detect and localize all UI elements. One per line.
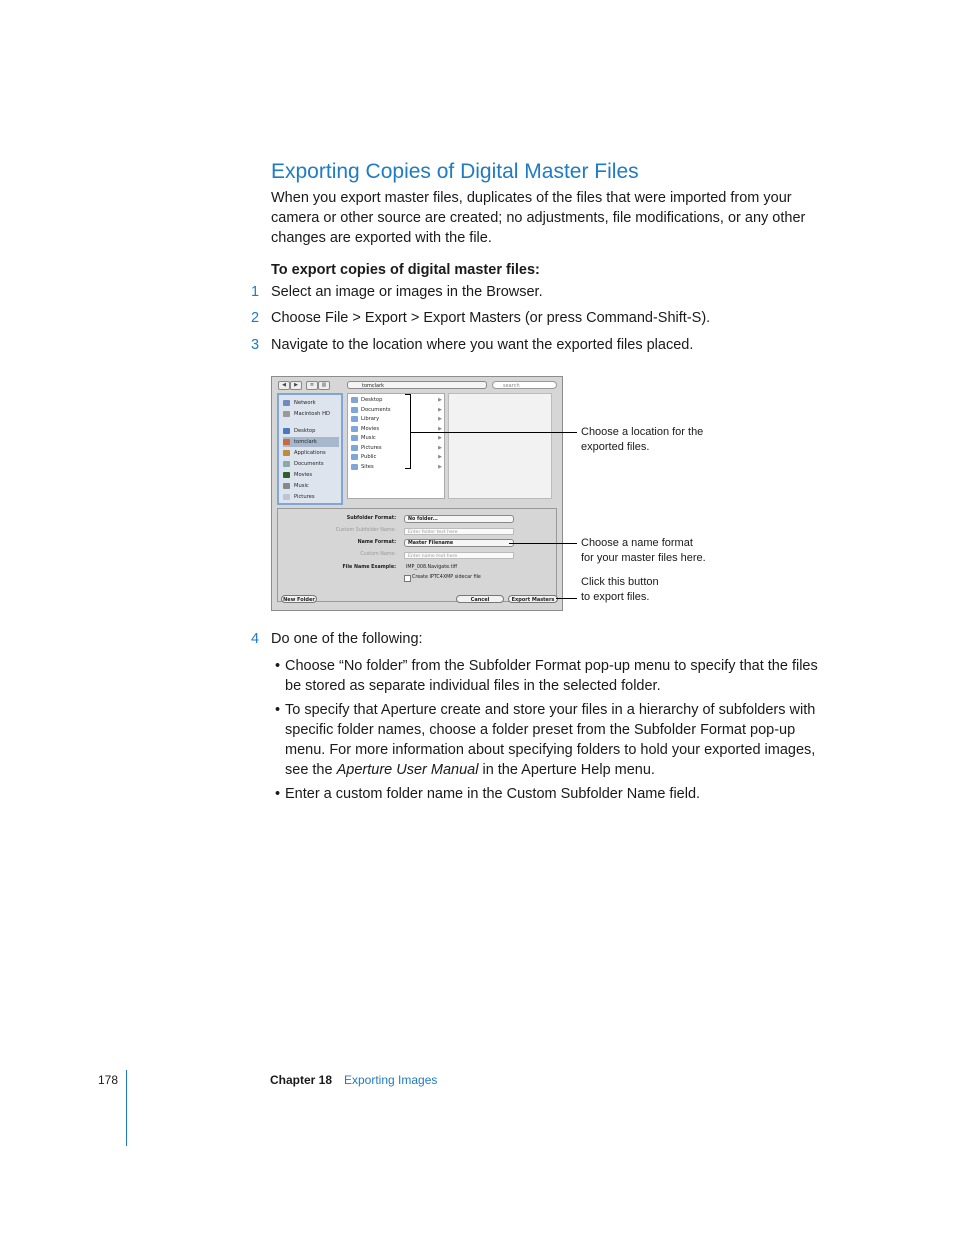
export-masters-dialog-screenshot — [271, 376, 563, 611]
footer-rule — [126, 1070, 127, 1146]
callout-line-export — [556, 598, 577, 599]
disclosure-arrow-icon: ▶ — [438, 463, 442, 470]
folder-label: Movies — [361, 425, 380, 432]
disclosure-arrow-icon: ▶ — [438, 454, 442, 460]
folder-icon — [351, 426, 358, 432]
folder-icon — [351, 397, 358, 403]
sidebar-item-label: Pictures — [294, 494, 315, 500]
bullet-text — [285, 700, 825, 780]
sidecar-label: Create IPTC4XMP sidecar file — [412, 575, 481, 580]
forward-arrow-icon[interactable]: ▶ — [290, 381, 302, 390]
sidebar-item-desktop[interactable] — [283, 426, 339, 436]
applications-icon — [283, 450, 290, 456]
folder-label: Sites — [361, 463, 374, 470]
page-number: 178 — [98, 1073, 119, 1087]
callout-line-text: exported files. — [581, 440, 650, 453]
sidebar-item-pictures[interactable] — [283, 492, 339, 502]
list-view-icon[interactable]: ≡ — [306, 381, 318, 390]
subfolder-format-label: Subfolder Format: — [346, 516, 396, 521]
sidebar-item-label: Macintosh HD — [294, 411, 330, 417]
documents-icon — [283, 461, 290, 467]
folder-icon — [351, 407, 358, 413]
sidecar-checkbox[interactable] — [404, 575, 411, 582]
folder-item[interactable] — [350, 463, 442, 472]
bullet-text-part: To specify that Aperture create and store your files in a hierarchy of subfolders with specific folder names, choose a folder preset from the Subfolder Format pop-up menu. For more information about specifying folders to hold your exported images, see the — [285, 702, 816, 778]
chapter-name-link[interactable]: Exporting Images — [344, 1073, 438, 1087]
path-popup[interactable]: tomclark — [347, 381, 487, 389]
folder-icon — [351, 454, 358, 460]
sidebar-item-tomclark[interactable] — [283, 437, 339, 447]
folder-item[interactable] — [350, 444, 442, 453]
music-icon — [283, 483, 290, 489]
search-field[interactable]: search — [492, 381, 557, 389]
sidebar-item-label: Desktop — [294, 428, 316, 434]
callout-export — [581, 575, 659, 604]
sidebar-item-macintosh-hd[interactable] — [283, 409, 339, 419]
bullet-text — [285, 656, 825, 696]
sidebar — [277, 393, 343, 505]
callout-line-text: to export files. — [581, 590, 650, 603]
bullet-text — [285, 784, 825, 804]
folder-icon — [351, 435, 358, 441]
callout-line-text: Choose a location for the — [581, 426, 704, 438]
sidebar-item-label: Documents — [294, 461, 324, 467]
sidebar-item-label: Network — [294, 400, 316, 406]
cancel-button[interactable]: Cancel — [456, 595, 504, 603]
file-name-example-label: File Name Example: — [342, 565, 396, 570]
back-arrow-icon[interactable]: ◀ — [278, 381, 290, 390]
folder-icon — [351, 464, 358, 470]
dialog-toolbar — [272, 377, 562, 393]
bullet-text-part: in the Aperture Help menu. — [478, 762, 655, 778]
sidebar-item-label: tomclark — [294, 439, 317, 445]
callout-line-location — [410, 432, 577, 433]
intro-paragraph: When you export master files, duplicates of the files that were imported from your camera or other source are created; no adjustments, file modifications, or any other changes are exported with the file. — [271, 190, 806, 246]
folder-label: Music — [361, 435, 376, 441]
bullet-text-part: Enter a custom folder name in the Custom Subfolder Name field. — [285, 786, 701, 802]
bullet-glyph: • — [275, 658, 281, 674]
column-view-icon[interactable]: ▥ — [318, 381, 330, 390]
folder-item[interactable] — [350, 453, 442, 462]
manual-title: Aperture User Manual — [336, 762, 479, 778]
disclosure-arrow-icon: ▶ — [438, 444, 442, 451]
disclosure-arrow-icon: ▶ — [438, 397, 442, 403]
bullet-glyph: • — [275, 702, 281, 718]
step-text: Choose File > Export > Export Masters (or press Command-Shift-S). — [271, 310, 711, 326]
name-format-label: Name Format: — [357, 540, 396, 545]
step-text: Do one of the following: — [271, 631, 423, 647]
callout-line-name-format — [509, 543, 577, 544]
sidebar-item-label: Applications — [294, 450, 326, 456]
chapter-label: Chapter 18 — [270, 1073, 333, 1087]
folder-icon — [351, 445, 358, 451]
callout-line-text: Click this button — [581, 576, 659, 588]
step-number: 2 — [251, 310, 260, 326]
folder-label: Public — [361, 454, 377, 460]
custom-subfolder-label: Custom Subfolder Name: — [335, 528, 396, 533]
folder-label: Pictures — [361, 444, 382, 451]
step-text: Select an image or images in the Browser. — [271, 284, 543, 300]
disclosure-arrow-icon: ▶ — [438, 416, 442, 422]
sidebar-item-documents[interactable] — [283, 459, 339, 469]
disclosure-arrow-icon: ▶ — [438, 425, 442, 432]
pictures-icon — [283, 494, 290, 500]
folder-item[interactable] — [350, 415, 442, 424]
procedure-title: To export copies of digital master files: — [271, 262, 540, 278]
callout-name-format — [581, 536, 706, 565]
callout-location — [581, 425, 703, 454]
disclosure-arrow-icon: ▶ — [438, 435, 442, 441]
folder-column — [347, 393, 445, 499]
bullet-text-part: Choose “No folder” from the Subfolder Format pop-up menu to specify that the files be stored as separate individual files in the selected folder. — [285, 658, 818, 694]
home-icon — [283, 439, 290, 445]
movies-icon — [283, 472, 290, 478]
folder-item[interactable] — [350, 396, 442, 405]
sidebar-item-label: Movies — [294, 472, 313, 478]
folder-label: Library — [361, 416, 380, 422]
folder-item[interactable] — [350, 434, 442, 443]
callout-line-text: for your master files here. — [581, 551, 706, 564]
hard-disk-icon — [283, 411, 290, 417]
subfolder-format-popup[interactable]: No folder... — [404, 515, 514, 523]
network-icon — [283, 400, 290, 406]
step-number: 1 — [251, 284, 260, 300]
export-masters-button[interactable]: Export Masters — [508, 595, 558, 603]
desktop-icon — [283, 428, 290, 434]
step-text: Navigate to the location where you want the exported files placed. — [271, 337, 694, 353]
bullet-glyph: • — [275, 786, 281, 802]
step-number: 4 — [251, 631, 260, 647]
callout-line-text: Choose a name format — [581, 537, 693, 549]
sidebar-item-applications[interactable] — [283, 448, 339, 458]
sidebar-item-network[interactable] — [283, 398, 339, 408]
file-name-example-value: IMP_008.Navigate.tiff — [406, 565, 458, 570]
sidebar-item-label: Music — [294, 483, 309, 489]
empty-column — [448, 393, 552, 499]
name-format-popup[interactable]: Master Filename — [404, 539, 514, 547]
folder-label: Desktop — [361, 397, 383, 403]
sidebar-item-music[interactable] — [283, 481, 339, 491]
step-number: 3 — [251, 337, 260, 353]
folder-icon — [351, 416, 358, 422]
new-folder-button[interactable]: New Folder — [281, 595, 317, 603]
section-heading: Exporting Copies of Digital Master Files — [271, 160, 639, 183]
folder-label: Documents — [361, 406, 391, 413]
callout-bracket — [405, 468, 411, 469]
disclosure-arrow-icon: ▶ — [438, 406, 442, 413]
custom-name-field[interactable]: Enter name text here — [404, 552, 514, 559]
export-options-panel — [277, 508, 557, 602]
custom-subfolder-field[interactable]: Enter folder text here — [404, 528, 514, 535]
folder-item[interactable] — [350, 406, 442, 415]
custom-name-label: Custom Name: — [360, 552, 396, 557]
sidebar-item-movies[interactable] — [283, 470, 339, 480]
